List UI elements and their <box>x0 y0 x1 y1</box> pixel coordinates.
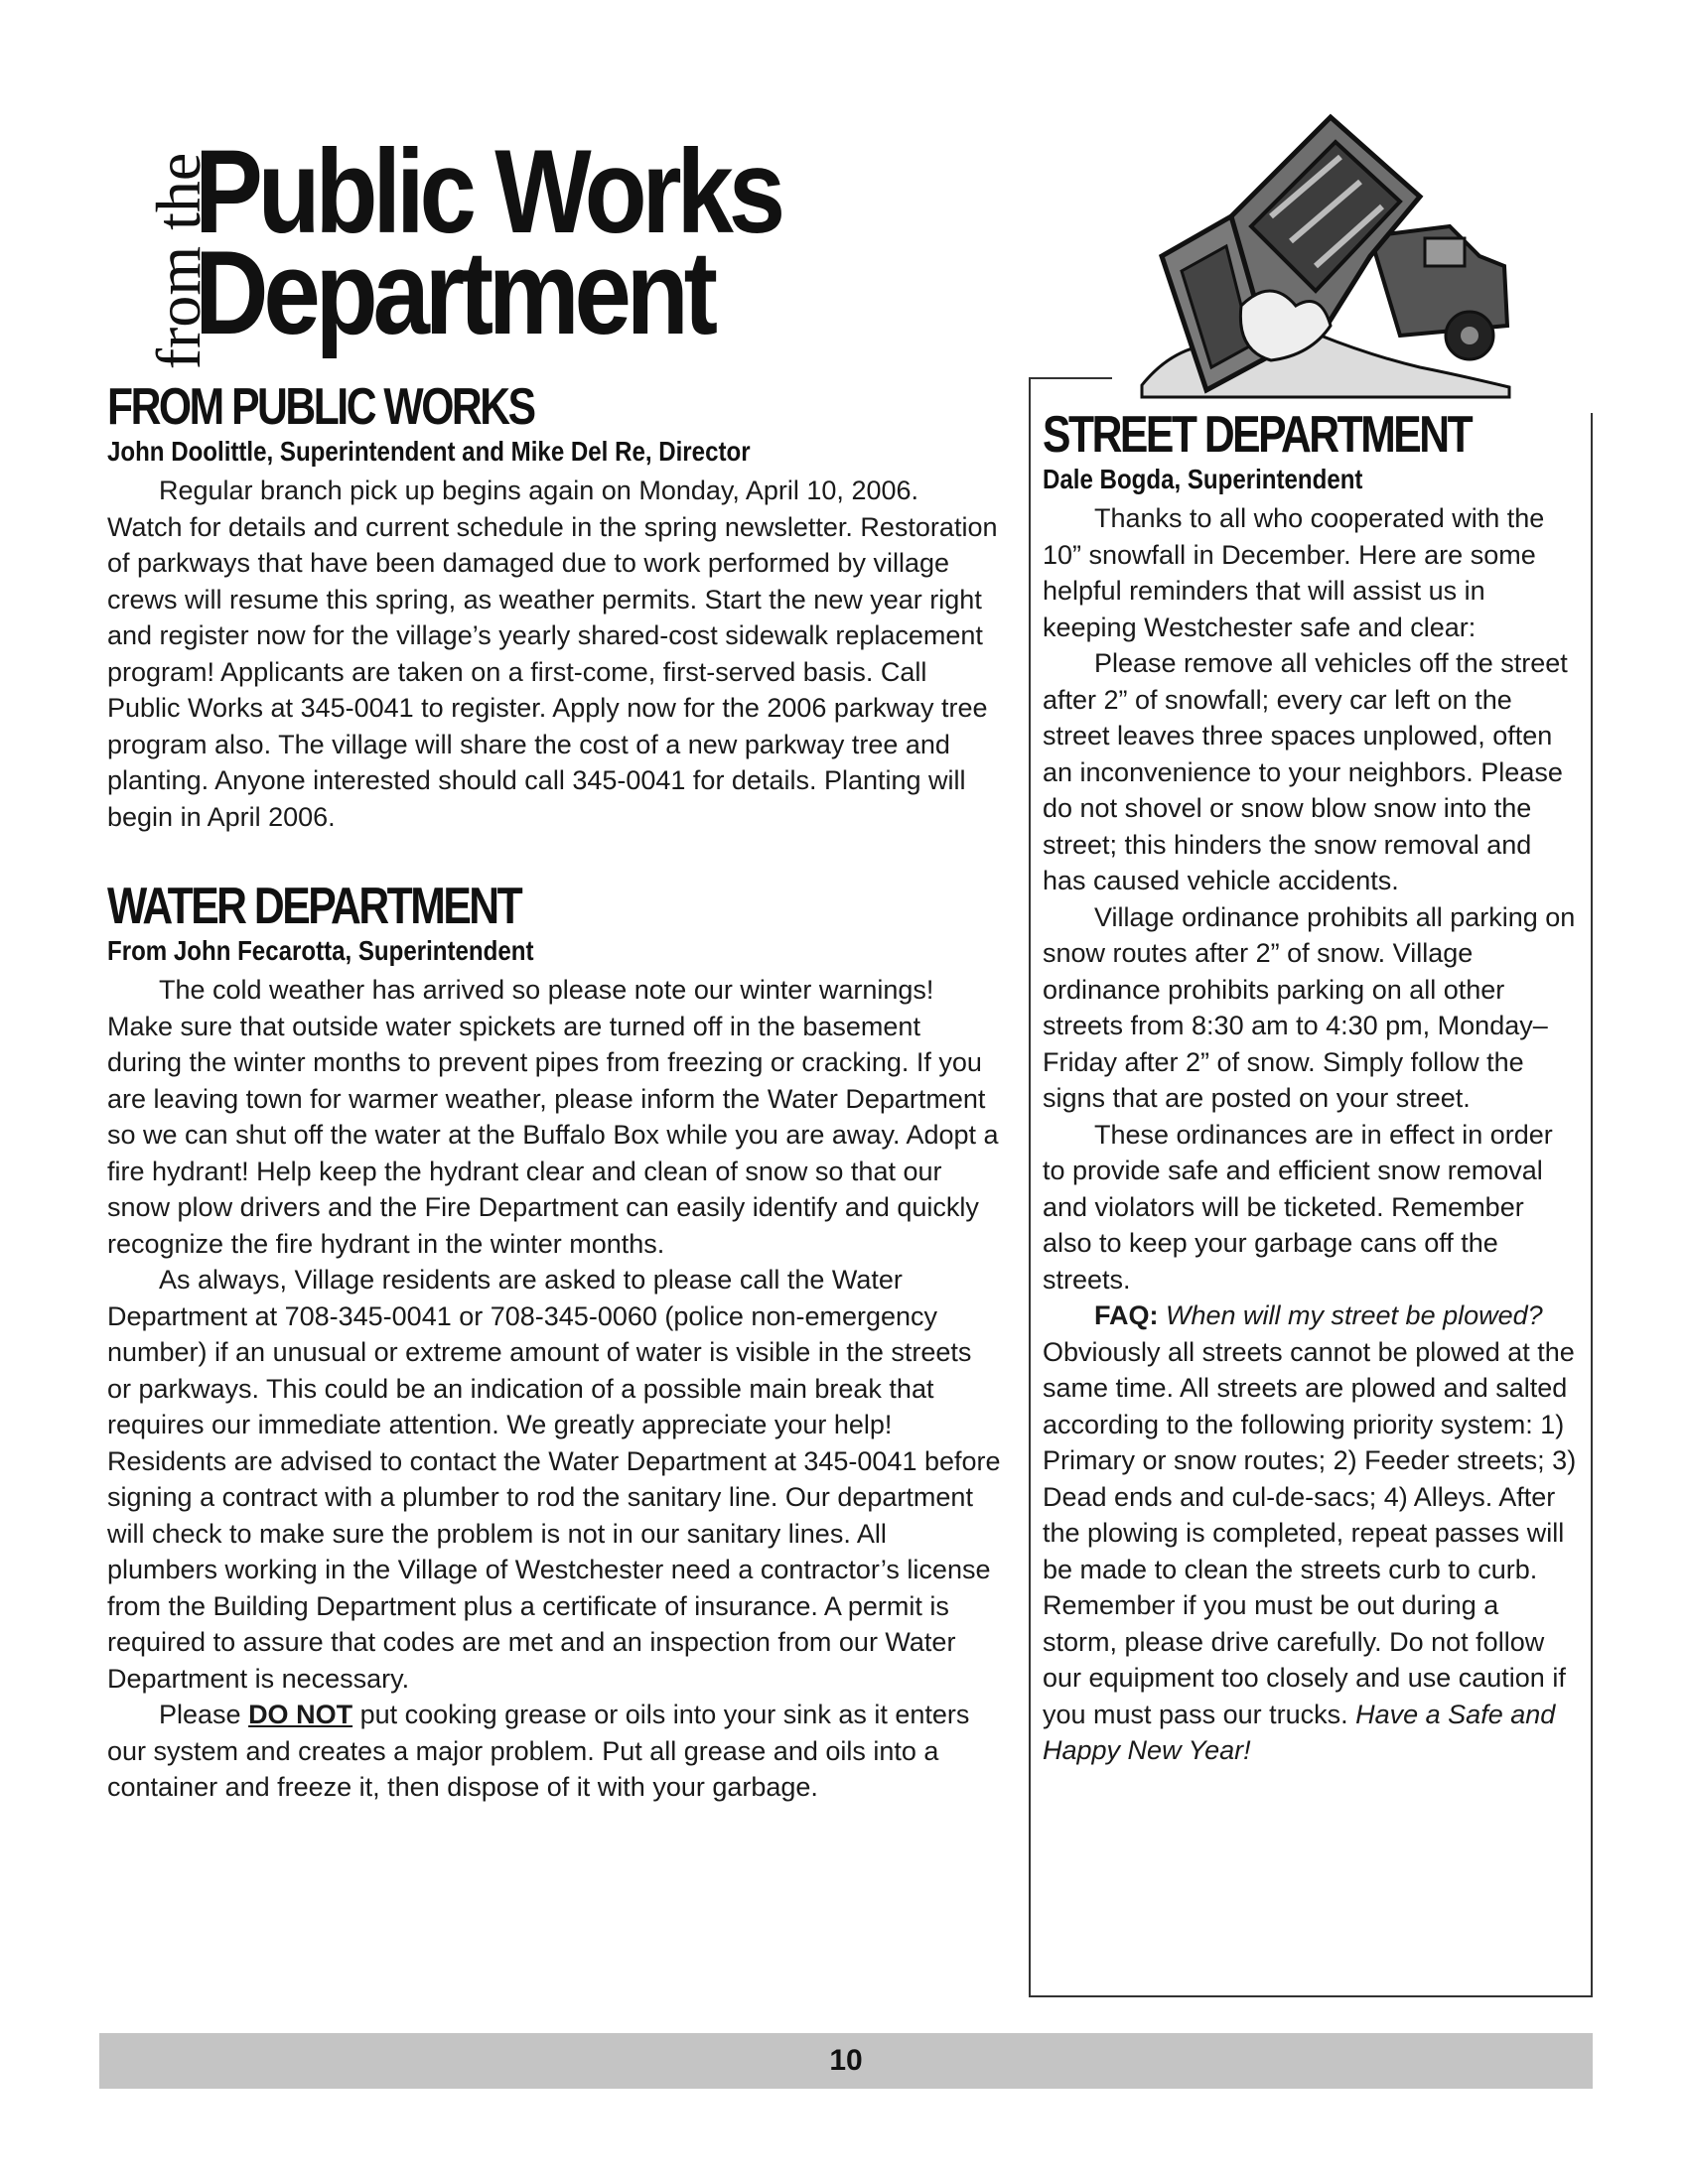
from-public-works-heading: FROM PUBLIC WORKS <box>107 378 534 436</box>
grease-warning-lead: Please <box>159 1700 249 1729</box>
box-border-top <box>1029 377 1112 379</box>
faq-answer: Obviously all streets cannot be plowed at the same time. All streets are plowed and salted according to the following priority system: 1) Primary or snow routes; 2) Feeder streets; 3) Dead ends and cul-de-sacs; 4) Alleys. After the plowing is completed, repeat passes will be made to clean the streets curb to curb. Remember if you must be out during a storm, please drive carefully. Do not follow our equipment too closely and use caution if you must pass our trucks. <box>1043 1336 1577 1729</box>
street-department-faq <box>1043 1297 1579 1769</box>
from-public-works-byline: John Doolittle, Superintendent and Mike Del Re, Director <box>107 436 751 467</box>
street-department-paragraph-3: Village ordinance prohibits all parking on snow routes after 2” of snow. Village ordinance prohibits parking on all other streets from 8:30 am to 4:30 pm, Monday–Friday after 2” of snow. Simply follow the signs that are posted on your street. <box>1043 901 1576 1113</box>
masthead <box>107 117 921 370</box>
street-department-box <box>1029 377 1593 1997</box>
masthead-title-line2: Department <box>195 226 713 359</box>
dump-truck-icon <box>1122 107 1519 405</box>
water-department-paragraph-2: As always, Village residents are asked to please call the Water Department at 708-345-0041 or 708-345-0060 (police non-emergency number) if an unusual or extreme amount of water is visible in the streets or parkways. This could be an indication of a possible main break that requires our immediate attention. We greatly appreciate your help! Residents are advised to contact the Water Department at 345-0041 before signing a contract with a plumber to rod the sanitary line. Our department will check to make sure the problem is not in our sanitary lines. All plumbers working in the Village of Westchester need a contractor’s license from the Building Department plus a certificate of insurance. A permit is required to assure that codes are met and an inspection from our Water Department is necessary. <box>107 1265 1001 1694</box>
water-department-paragraph-1: The cold weather has arrived so please note our winter warnings! Make sure that outside water spickets are turned off in the basement during the winter months to prevent pipes from freezing or cracking. If you are leaving town for warmer weather, please inform the Water Department so we can shut off the water at the Buffalo Box while you are away. Adopt a fire hydrant! Help keep the hydrant clear and clean of snow so that our snow plow drivers and the Fire Department can easily identify and quickly recognize the fire hydrant in the winter months. <box>107 975 999 1259</box>
grease-warning-text: put cooking grease or oils into your sink as it enters our system and creates a major problem. Put all grease and oils into a container and freeze it, then dispose of it with your garbage. <box>107 1700 970 1802</box>
do-not-emphasis: DO NOT <box>248 1700 353 1729</box>
page-number: 10 <box>829 2044 863 2077</box>
footer-bar <box>99 2033 1593 2089</box>
water-department-heading: WATER DEPARTMENT <box>107 878 521 935</box>
from-public-works-section <box>107 379 1001 835</box>
water-department-byline: From John Fecarotta, Superintendent <box>107 935 534 966</box>
box-border-right <box>1591 413 1593 1997</box>
street-department-heading: STREET DEPARTMENT <box>1043 406 1472 464</box>
street-department-byline: Dale Bogda, Superintendent <box>1043 464 1363 494</box>
street-department-paragraph-4: These ordinances are in effect in order to provide safe and efficient snow removal and violators will be ticketed. Remember also to keep your garbage cans off the streets. <box>1043 1119 1553 1295</box>
faq-label: FAQ: <box>1094 1300 1159 1330</box>
water-department-section <box>107 879 1001 1806</box>
masthead-title-line1: Public Works <box>195 125 780 258</box>
left-column <box>107 379 1001 1806</box>
box-border-left <box>1029 377 1031 1997</box>
box-border-bottom <box>1029 1995 1593 1997</box>
street-department-paragraph-1: Thanks to all who cooperated with the 10” snowfall in December. Here are some helpful reminders that will assist us in keeping Westchester safe and clear: <box>1043 503 1545 642</box>
water-department-paragraph-3 <box>107 1697 1001 1806</box>
faq-question: When will my street be plowed? <box>1158 1300 1543 1330</box>
street-department-section <box>1043 407 1579 1769</box>
street-department-paragraph-2: Please remove all vehicles off the street after 2” of snowfall; every car left on the street leaves three spaces unplowed, often an inconvenience to your neighbors. Please do not shovel or snow blow snow into the street; this hinders the snow removal and has caused vehicle accidents. <box>1043 648 1568 895</box>
masthead-from-the: from the <box>143 152 213 370</box>
from-public-works-paragraph: Regular branch pick up begins again on Monday, April 10, 2006. Watch for details and current schedule in the spring newsletter. Restoration of parkways that have been damaged due to work performed by village crews will resume this spring, as weather permits. Start the new year right and register now for the village’s yearly shared-cost sidewalk replacement program! Applicants are taken on a first-come, first-served basis. Call Public Works at 345-0041 to register. Apply now for the 2006 parkway tree program also. The village will share the cost of a new parkway tree and planting. Anyone interested should call 345-0041 for details. Planting will begin in April 2006. <box>107 476 998 832</box>
faq-closing: Have a Safe and Happy New Year! <box>1043 1699 1556 1765</box>
